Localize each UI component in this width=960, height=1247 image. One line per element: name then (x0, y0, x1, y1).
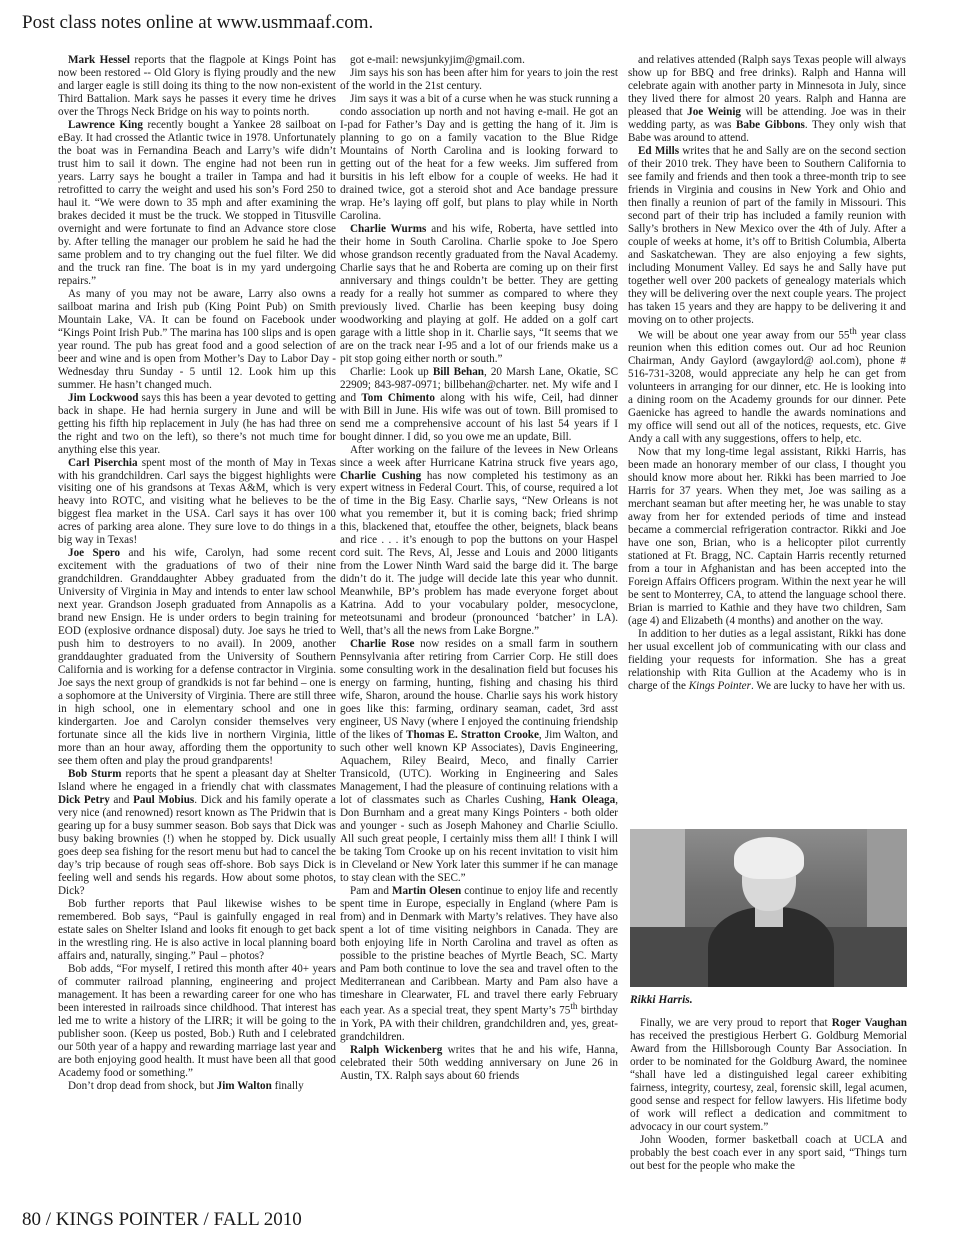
page-header: Post class notes online at www.usmmaaf.com. (22, 12, 374, 33)
paragraph: Jim says it was a bit of a curse when he was stuck running a condo association up north and not having e-mail. He got an I-pad for Father’s Day and is getting the hang of it. Jim is planning to go on a family vacation to the Blue Ridge Mountains of North Carolina and is looking forward to getting out of the heat for a few weeks. Jim suffered from bursitis in his left elbow for a couple of weeks. He had it drained twice, got a steroid shot and Ace bandage pressure wrap. He’s laying off golf, but plans to play while in North Carolina. (340, 92, 618, 222)
paragraph: Ed Mills writes that he and Sally are on the second section of their 2010 trek. They have been to Southern California to see family and friends and then took a three-month trip to see friends in Virginia and cousins in New York and Ohio and then finally a reunion of part of the family in Missouri. This second part of their trip has included a family reunion with Sally’s brothers in New Mexico over the 4th of July. After a couple of weeks at home, it’s off to British Columbia, Alberta and Saskatchewan. They are also enjoying a few sights, including Monument Valley. Ed says he and Sally have put together well over 200 packets of genealogy materials which they will be delivering over the next couple years. The project has taken 15 years and they are happy to be delivering it and moving on to other projects. (628, 144, 906, 326)
paragraph: Jim says his son has been after him for years to join the rest of the world in the 21st century. (340, 66, 618, 92)
rikki-harris-photo (630, 829, 907, 987)
paragraph: Finally, we are very proud to report that Roger Vaughan has received the prestigious Herbert G. Goldburg Memorial Award from the Hillsborough County Bar Association. In order to be nominated for the Goldburg Award, the nominee “shall have led a distinguished legal career exhibiting fairness, integrity, courtesy, zeal, forensic skill, legal acumen, good sense and respect for fellow lawyers. His lifetime body of work will reflect a dedication and commitment to advocacy in our court system.” (630, 1017, 907, 1133)
paragraph: Charlie Wurms and his wife, Roberta, have settled into their home in South Carolina. Charlie spoke to Joe Spero whose grandson recently graduated from the Naval Academy. Charlie says that he and Roberta are coming up on their first anniversary and things couldn’t be better. They are getting ready for a really hot summer as compared to where they previously lived. Charlie has been keeping busy doing woodworking and playing at golf. He added on a golf cart garage with a little shop in it. Charlie says, “It seems that we are on the track near I-95 and a lot of our friends make us a pit stop going either north or south.” (340, 222, 618, 365)
paragraph: Carl Piserchia spent most of the month of May in Texas with his grandchildren. Carl says the biggest highlights were visiting one of his grandsons at Texas A&M, which is very heavy into ROTC, and visiting what he believes to be the biggest flea market in the USA. Carl says it has over 100 acres of parking area alone. They sure love to do things in a big way in Texas! (58, 456, 336, 547)
paragraph: got e-mail: newsjunkyjim@gmail.com. (350, 54, 525, 66)
paragraph: Charlie: Look up Bill Behan, 20 Marsh Lane, Okatie, SC 22909; 843-987-0971; billbehan@charter. net. My wife and I and Tom Chimento along with his wife, Ceil, had dinner with Bill in June. His wife was out of town. Bill promised to send me a comprehensive account of his last 54 years if I bought dinner. I did, so you owe me an update, Bill. (340, 365, 618, 443)
column-right-lower (630, 1017, 907, 1173)
paragraph: We will be about one year away from our 55th year class reunion when this edition comes out. Our ad hoc Reunion Chairman, Andy Gaylord (awgaylord@ aol.com), phone # 516-731-3208, would appreciate any help he can get from volunteers in arranging for our dinner, etc. He is looking into a dining room on the Academy grounds for our dinner. Pete Gaenicke has agreed to handle the awards nominations and my office will send out all of the notices, requests, etc. Give Andy a call with any suggestions, offers to help, etc. (628, 326, 906, 446)
paragraph: Jim Lockwood says this has been a year devoted to getting back in shape. He had hernia surgery in June and will be getting his fifth hip replacement in July (he has had three on the right and two on the left), so there’s not much time for anything else this year. (58, 391, 336, 456)
paragraph: Bob Sturm reports that he spent a pleasant day at Shelter Island where he engaged in a friendly chat with classmates Dick Petry and Paul Mobius. Dick and his family operate a very nice (and renowned) resort known as The Pridwin that is gearing up for a busy summer season. Bob says that Dick was busy baking brownies (!) when he stopped by. Dick usually goes deep sea fishing for the resort menu but had to cancel the day’s trip because of rough seas off-shore. Bob says Dick is feeling well and sends his regards. How about some photos, Dick? (58, 768, 337, 897)
paragraph: After working on the failure of the levees in New Orleans since a week after Hurricane Katrina struck five years ago, Charlie Cushing has now completed his testimony as an expert witness in Federal Court. This, of course, required a lot of time in the Big Easy. Charlie says, “New Orleans is not what you remember it, but it is coming back; fried shrimp this, blackened that, etouffee the other, beignets, black beans and rice . . . it’s enough to pop the buttons on your Haspel cord suit. The Revs, Al, Jesse and Louis and 2000 litigants from the Lower Ninth Ward said the barge did it. The barge didn’t do it. The judge will decide late this year who dunnit. Meanwhile, BP’s problem has made everyone forget about Katrina. Add to your vocabulary polder, mesocyclone, meteotsunami and brodeur (pronounced ‘batcher’ in LA). Well, that’s all the news from Lake Borgne.” (340, 443, 618, 638)
paragraph: As many of you may not be aware, Larry also owns a sailboat marina and Irish pub (King Point Pub) on Smith Mountain Lake, VA. It can be found on Facebook under “Kings Point Irish Pub.” The marina has 100 slips and is open year round. The pub has great food and a good selection of beer and wine and is open from Mother’s Day to Labor Day - Wednesday thru Sunday - 5 until 12. Look him up this summer. He hasn’t changed much. (58, 287, 336, 391)
paragraph: John Wooden, former basketball coach at UCLA and probably the best coach ever in any sport said, “Things turn out best for the people who make the (630, 1133, 907, 1172)
paragraph: Charlie Rose now resides on a small farm in southern Pennsylvania after retiring from Carrier Corp. He still does some consulting work in the desalination field but focuses his energy on farming, hunting, fishing and chasing his third wife, Sharon, around the house. Charlie says his work history goes like this: farming, ordinary seaman, cadet, 3rd asst engineer, US Navy (where I enjoyed the continuing friendship of the likes of Thomas E. Stratton Crooke, Jim Walton, and such other well known KP Associates), Davis Engineering, Aquachem, Riley Beaird, Meco, and finally Carrier Transicold, (UTC). Working in Engineering and Sales Management, I had the pleasure of continuing relations with a lot of classmates such as Charles Cushing, Hank Oleaga, Don Burnham and a great many Kings Pointers - both older and younger - such as Joseph Mahoney and Charlie Sciullo. All such great people, I certainly miss them all! I think I will be taking Tom Crooke up on his recent invitation to visit him in Cleveland or New York later this summer if he can manage to stay clean with the SEC.” (340, 638, 618, 885)
paragraph: Bob adds, “For myself, I retired this month after 40+ years of commuter railroad planning, engineering and project management. It has been a rewarding career for one who has been interested in railroads since childhood. That interest has led me to write a history of the LIRR; it will be going to the publisher soon. (Keep us posted, Bob.) Ruth and I celebrated our 50th year of a happy and rewarding marriage last year and are both enjoying good health. It must have been all that good Academy food or something.” (58, 962, 336, 1079)
paragraph: and relatives attended (Ralph says Texas people will always show up for BBQ and free drinks). Ralph and Hanna will celebrate again with another party in Minnesota in July, since they lived there for almost 20 years. Ralph and Hanna are pleased that Joe Weinig will be attending. Joe was in their wedding party, as was Babe Gibbons. They only wish that Babe was around to attend. (628, 54, 906, 144)
column-left (58, 54, 336, 1093)
column-right (628, 54, 906, 693)
paragraph: Now that my long-time legal assistant, Rikki Harris, has been made an honorary member of our class, I thought you should know more about her. Rikki has been married to Joe Harris for 37 years. When they met, Joe was sailing as a merchant seaman but after meeting her, he was unable to stay away from her for extended periods of time and instead became a commercial refrigeration contractor. Rikki and Joe have one son, Brian, who is a helicopter pilot currently stationed at Ft. Bragg, NC. Captain Harris recently returned from a tour in Afghanistan and has been accepted into the Foreign Affairs Officers program. Within the next year he will be sent to Monterrey, CA, to attend the language school there. Brian is married to Kathie and they have two children, Sam (age 4) and Elizabeth (4 months) and another on the way. (628, 446, 906, 628)
paragraph: Lawrence King recently bought a Yankee 28 sailboat on eBay. It had crossed the Atlantic twice in 1978. Unfortunately the boat was in Fernandina Beach and Larry’s wife didn’t trust him to sail it down. The engine had not been run in years. Larry says he bought a trailer in Tampa and had it retrofitted to carry the weight and used his son’s Ford 250 to haul it. “We were down to 35 mph and after examining the brakes decided it must be the truck. We stopped in Titusville overnight and were fortunate to find an Advance store close by. After telling the manager our problem he said he had the same problem and to try changing out the fuel filter. We did and the truck ran fine. The boat is in my yard undergoing repairs.” (58, 118, 336, 287)
paragraph: Mark Hessel reports that the flagpole at Kings Point has now been restored -- Old Glory is flying proudly and the new and larger eagle is still doing its thing to the now non-existent Third Battalion. Mark says he passes it every time he drives over the Throgs Neck Bridge on his way to points north. (58, 54, 336, 118)
column-middle (340, 54, 618, 1082)
paragraph: In addition to her duties as a legal assistant, Rikki has done her usual excellent job of communicating with our class and fielding your requests for information. She has a great relationship with Rita Gullion at the Academy who is in charge of the Kings Pointer. We are lucky to have her with us. (628, 628, 906, 692)
page-footer: 80 / KINGS POINTER / FALL 2010 (22, 1209, 302, 1230)
paragraph: Bob further reports that Paul likewise wishes to be remembered. Bob says, “Paul is gainfully engaged in real estate sales on Shelter Island and looks fit enough to get back in the wrestling ring. He is also active in local planning board affairs and, naturally, singing.” Paul – photos? (58, 897, 336, 962)
paragraph: Ralph Wickenberg writes that he and his wife, Hanna, celebrated their 50th wedding anniversary on June 26 in Austin, TX. Ralph says about 60 friends (340, 1043, 618, 1082)
paragraph: Pam and Martin Olesen continue to enjoy life and recently spent time in Europe, especially in England (where Pam is from) and in Denmark with Marty’s relatives. They have also spent a lot of time visiting neighbors in Canada. They are both enjoying life in North Carolina and travel as often as possible to the pristine beaches of Myrtle Beach, SC. Marty and Pam both continue to love the sea and travel often to the Mediterranean and Caribbean. Marty and Pam also have a timeshare in Clearwater, FL and travel there early February each year. As a special treat, they spent Marty’s 75th birthday in York, PA with their children, grandchildren and, yes, great-grandchildren. (340, 885, 619, 1043)
paragraph: Don’t drop dead from shock, but Jim Walton finally (68, 1079, 304, 1092)
photo-caption: Rikki Harris. (630, 994, 693, 1006)
paragraph: Joe Spero and his wife, Carolyn, had some recent excitement with the graduations of two of their nine grandchildren. Granddaughter Abbey graduated from the University of Virginia in May and intends to enter law school next year. Grandson Joseph graduated from Annapolis as a brand new Ensign. He is under orders to begin training for EOD (explosive ordnance disposal) duty. Joe says he tried to push him to destroyers to no avail). In 2009, another granddaughter graduated from the University of Southern California and is working for a defense contractor in Virginia. Joe says the next group of grandkids is not far behind – one is a sophomore at the University of Virginia. There are still three in high school, one in elementary school and one in kindergarten. Joe and Carolyn consider themselves very fortunate since all the kids live in northern Virginia, little more than an hour away, affording them the opportunity to see them often and play the proud grandparents! (58, 547, 336, 768)
